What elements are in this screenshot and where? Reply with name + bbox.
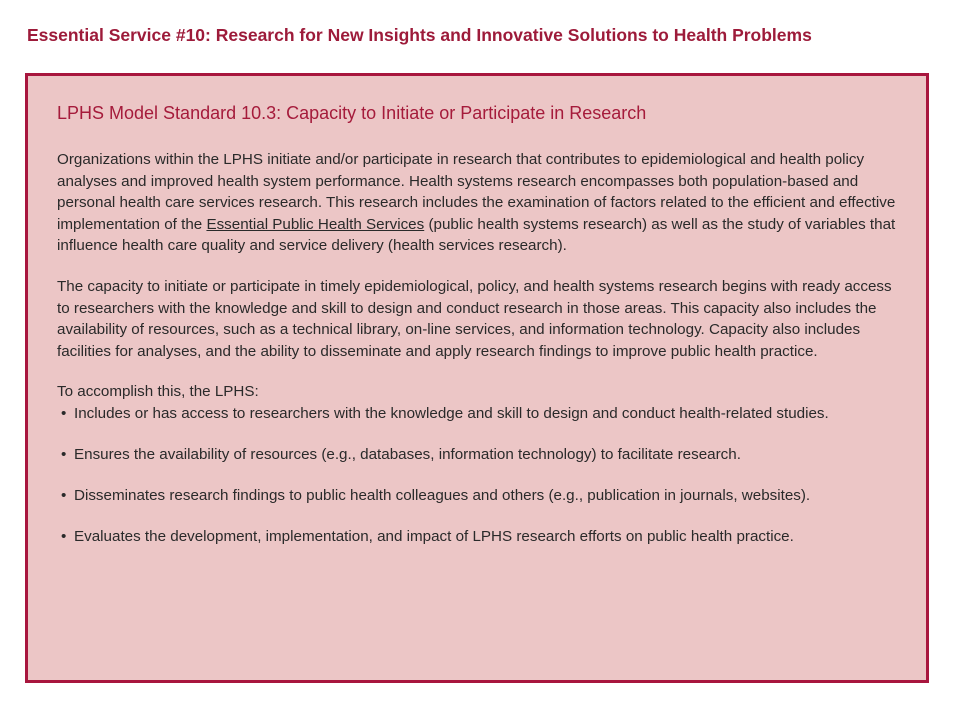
- paragraph-text-end: (public health systems research) as well as the study of variables that influence health care quality and service delivery (health services research).: [57, 215, 896, 255]
- list-item: [57, 485, 898, 507]
- page-title: Essential Service #10: Research for New Insights and Innovative Solutions to Health Problems: [27, 25, 812, 45]
- list-item: [57, 526, 898, 548]
- capacity-paragraph: The capacity to initiate or participate in timely epidemiological, policy, and health systems research begins with ready access to researchers with the knowledge and skill to design and conduct research in those areas. This capacity also includes the availability of resources, such as a technical library, on-line services, and information technology. Capacity also includes facilities for analyses, and the ability to disseminate and apply research findings to improve public health practice.: [57, 277, 892, 360]
- list-item-text: Disseminates research findings to public health colleagues and others (e.g., publication in journals, websites).: [74, 487, 811, 505]
- essential-services-link[interactable]: Essential Public Health Services: [206, 215, 425, 233]
- standard-title: LPHS Model Standard 10.3: Capacity to Initiate or Participate in Research: [57, 103, 647, 123]
- requirements-list: [57, 403, 898, 548]
- list-item: [57, 444, 898, 466]
- paragraph-text-start: Organizations within the LPHS initiate and/or participate in research that contributes to epidemiological and health policy analyses and improved health system performance. Health systems research encompasses both population-based and personal health care services research. This research includes the examination of factors related to the efficient and effective implementation of the: [57, 151, 896, 233]
- standard-description-paragraph: [57, 149, 898, 257]
- bullet-dot-icon: •: [61, 528, 67, 546]
- bullet-dot-icon: •: [61, 487, 67, 505]
- list-item-text: Includes or has access to researchers with the knowledge and skill to design and conduct health-related studies.: [74, 404, 829, 422]
- bullet-intro: To accomplish this, the LPHS:: [57, 383, 259, 401]
- standard-box: [25, 73, 929, 683]
- bullet-dot-icon: •: [61, 446, 67, 464]
- list-item-text: Evaluates the development, implementation, and impact of LPHS research efforts on public health practice.: [74, 528, 794, 546]
- list-item-text: Ensures the availability of resources (e.g., databases, information technology) to facilitate research.: [74, 446, 741, 464]
- bullet-dot-icon: •: [61, 404, 67, 422]
- list-item: [57, 403, 898, 425]
